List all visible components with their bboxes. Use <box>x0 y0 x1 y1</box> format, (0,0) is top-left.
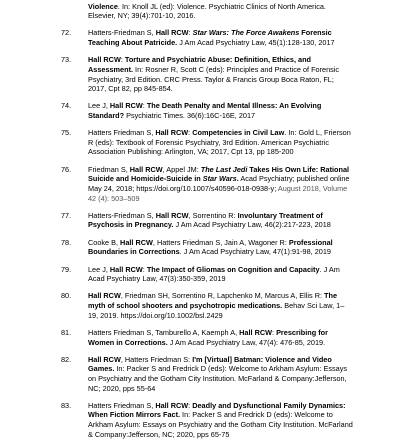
reference-bold-segment: Hall RCW <box>88 354 121 364</box>
reference-segment: , Sorrentino R: <box>188 210 238 220</box>
reference-text <box>88 211 331 230</box>
reference-item <box>0 101 400 120</box>
reference-segment: . In: Knoll JL (ed): Violence. Psychiatric Clinics of North America. Elsevier, NY; 39(4):701-10, 2016. <box>88 1 326 21</box>
reference-bold-segment: The Impact of Gliomas on Cognition and Capacity <box>146 264 320 274</box>
reference-segment: Hatters Friedman S, Tamburello A, Kaemph A, <box>88 327 240 337</box>
reference-segment: . J Am Acad Psychiatry Law, 47(3):350-359, 2019 <box>88 264 340 284</box>
reference-bold-segment: I'm [Virtual] Batman: Violence and Video Games. <box>88 354 332 374</box>
reference-bold-segment: Deadly and Dysfunctional Family Dynamics: When Fiction Mirrors Fact. <box>88 400 346 420</box>
reference-segment: : <box>120 55 125 65</box>
reference-segment: : <box>188 128 193 138</box>
reference-bold-segment: Takes His Own Life: Rational Suicide and Homicide-Suicide in <box>88 164 350 184</box>
reference-item <box>0 265 400 284</box>
reference-item <box>0 238 400 257</box>
reference-number: 76. <box>61 164 72 174</box>
reference-text <box>88 238 333 257</box>
reference-text <box>88 401 353 439</box>
reference-number: 77. <box>61 210 72 220</box>
reference-item <box>0 291 400 320</box>
reference-segment: Cooke B, <box>88 237 121 247</box>
reference-item <box>0 28 400 47</box>
reference-item <box>0 165 400 203</box>
reference-number: 78. <box>61 237 72 247</box>
reference-bold-segment: Hall RCW <box>155 210 189 220</box>
reference-segment: Hatters-Friedman S, <box>88 210 156 220</box>
reference-title-italic: Star Wars: The Force Awakens <box>192 28 300 38</box>
reference-segment: : <box>188 400 193 410</box>
reference-segment: Friedman S, <box>88 164 130 174</box>
reference-segment: Hatters-Friedman S, <box>88 28 156 38</box>
reference-number: 81. <box>61 327 72 337</box>
reference-bold-segment: Involuntary Treatment of Psychosis in Pregnancy. <box>88 210 323 230</box>
reference-bold-segment: Hall RCW <box>109 101 143 111</box>
reference-segment: In: Packer S and Fredrick D (eds): Welcome to Arkham Asylum: Essays on Psychiatry and the Gotham City Institution. McFarland & Company:Jefferson, NC; 2020, pps 65-75 <box>88 410 353 439</box>
reference-bold-segment: Hall RCW <box>155 128 189 138</box>
reference-bold-segment: The myth of school shooters and psychotropic medications. <box>88 291 338 311</box>
reference-bold-segment: The Death Penalty and Mental Illness: An Evolving Standard? <box>88 101 322 120</box>
reference-bold-segment: Hall RCW <box>155 400 189 410</box>
reference-number: 74. <box>61 101 72 111</box>
reference-bold-segment: Torture and Psychiatric Abuse: Definition, Ethics, and Assessment. <box>88 55 312 74</box>
reference-title-bold <box>203 174 237 183</box>
reference-item <box>0 401 400 439</box>
reference-title-bold <box>193 28 300 37</box>
reference-segment: : <box>188 28 193 38</box>
reference-segment: J Am Acad Psychiatry Law, 46(2):217-223, 2018 <box>173 220 331 230</box>
reference-number: 79. <box>61 264 72 274</box>
reference-item <box>0 328 400 347</box>
reference-text <box>88 28 335 47</box>
reference-bold-segment: Hall RCW <box>239 327 272 337</box>
reference-text <box>88 55 339 93</box>
reference-text <box>88 128 351 156</box>
reference-item <box>0 0 400 21</box>
reference-bold-segment: Prescribing for Women in Corrections. <box>88 327 328 347</box>
reference-segment: In: Rosner R, Scott C (eds): Principles and Practice of Forensic Psychiatry, 3rd Edition. CRC Press. Taylor & Francis Group Boca Raton, FL; 2017, Cpt 82, pp 845-854. <box>88 64 340 94</box>
reference-segment: : <box>142 264 147 274</box>
reference-segment: J Am Acad Psychiatry Law, 45(1):128-130, 2017 <box>177 38 335 48</box>
reference-segment: Hatters Friedman S, <box>88 128 156 138</box>
reference-bold-segment: Hall RCW <box>155 28 189 38</box>
reference-segment: . In: Gold L, Frierson R (eds): Textbook of Forensic Psychiatry, 3rd Edition. American Psychiatric Association Publishing: Arlington, VA; 2017, Cpt 13, pp 185-200 <box>88 128 351 157</box>
reference-text <box>88 265 340 284</box>
reference-segment: In: Packer S and Fredrick D (eds): Welcome to Arkham Asylum: Essays on Psychiatry and the Gotham City Institution. McFarland & Company:Jefferson, NC; 2020, pps 55-64 <box>88 364 348 393</box>
reference-bold-segment: Hall RCW <box>109 264 143 274</box>
reference-number: 72. <box>61 28 72 38</box>
reference-bold-segment: Forensic Teaching About Patricide. <box>88 28 332 48</box>
reference-item <box>0 211 400 230</box>
reference-text <box>88 0 326 20</box>
reference-text <box>88 101 321 120</box>
reference-bold-segment: Violence <box>88 1 118 11</box>
reference-segment: , Hatters Friedman S: <box>120 354 193 364</box>
reference-number: 75. <box>61 128 72 138</box>
reference-bold-segment: Hall RCW <box>88 55 121 65</box>
reference-bold-segment: . <box>236 174 239 184</box>
reference-text <box>88 165 349 203</box>
reference-number: 80. <box>61 291 72 301</box>
reference-bold-segment: Hall RCW <box>120 237 153 247</box>
reference-segment: Hatters Friedman S, <box>88 400 156 410</box>
reference-title-italic: Star Wars <box>202 174 237 184</box>
reference-bold-segment: Hall RCW <box>88 291 121 301</box>
reference-segment: , Friedman SH, Sorrentino R, Lapchenko M, Marcus A, Ellis R: <box>120 291 325 301</box>
reference-text <box>88 355 347 393</box>
reference-text <box>88 328 328 347</box>
reference-segment: , Hatters Friedman S, Jain A, Wagoner R: <box>152 237 289 247</box>
reference-item <box>0 55 400 93</box>
reference-segment: Lee J, <box>88 264 110 274</box>
reference-bold-segment: Hall RCW <box>129 164 163 174</box>
reference-item <box>0 128 400 157</box>
reference-segment: . J Am Acad Psychiatry Law, 47(1):91-98, 2019 <box>179 247 331 257</box>
reference-number: 82. <box>61 354 72 364</box>
reference-segment: J Am Acad Psychiatry Law, 47(4): 476-85, 2019. <box>167 337 326 347</box>
reference-segment: Lee J, <box>88 101 110 111</box>
reference-item <box>0 355 400 393</box>
reference-number: 73. <box>61 55 72 65</box>
reference-volume-info: August 2018, Volume 42 (4): 503–509 <box>88 183 348 203</box>
reference-segment: : <box>272 327 277 337</box>
reference-segment: , Appel JM: <box>162 164 201 174</box>
reference-title-italic: The Last Jedi <box>200 164 248 174</box>
reference-title-bold <box>201 165 248 174</box>
reference-text <box>88 291 344 319</box>
reference-segment: : <box>142 101 147 111</box>
reference-bold-segment: Professional Boundaries in Corrections <box>88 237 333 257</box>
reference-bold-segment: Competencies in Civil Law <box>192 128 285 138</box>
reference-segment: Acad Psychiatry; published online May 24, 2018; https://doi.org/10.1007/s40596-018-0938-y; <box>88 174 350 193</box>
reference-number: 83. <box>61 400 72 410</box>
reference-number <box>61 0 71 2</box>
reference-segment: Behav Sci Law, 1–19, 2019. https://doi.org/10.1002/bsl.2429 <box>88 301 345 320</box>
reference-segment: Psychiatric Times. 36(6):16C-16E, 2017 <box>124 111 256 120</box>
